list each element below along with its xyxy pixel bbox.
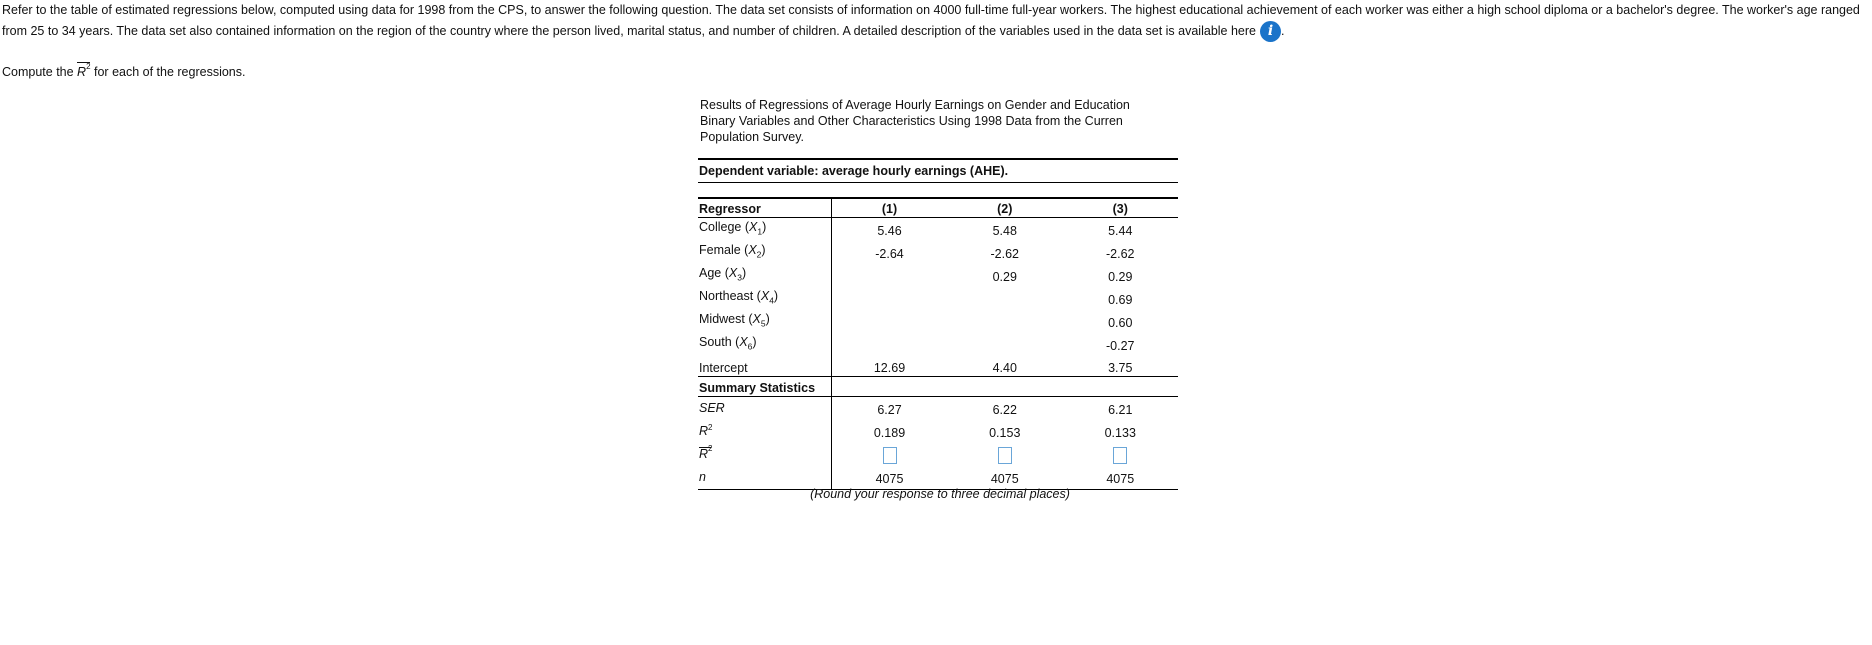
- regressor-female: Female $(X_2)$: [698, 241, 832, 264]
- question-intro: [2, 0, 1868, 42]
- cell-value: 0.189: [873, 426, 906, 440]
- regressor-age: Age $(X_3)$: [698, 264, 832, 287]
- cell-value: 6.27: [877, 403, 902, 417]
- cell-value: -2.62: [1106, 247, 1135, 261]
- col-header-1: (1): [832, 198, 948, 218]
- regression-table: [698, 197, 1178, 490]
- cell-value: 0.29: [992, 270, 1017, 284]
- table-row: [698, 333, 1178, 356]
- cell-value: 6.21: [1108, 403, 1133, 417]
- r-squared-row: [698, 420, 1178, 443]
- table-row: [698, 218, 1178, 242]
- cell-value: 5.44: [1108, 224, 1133, 238]
- adjusted-r-squared-label: $R^2$: [698, 443, 832, 466]
- cell-value: [832, 287, 948, 310]
- intro-text: Refer to the table of estimated regressions below, computed using data for 1998 from the CPS, to answer the following question. The data set consists of information on 4000 full-time full-year workers. The highest educational achievement of each worker was either a high school diploma or a bachelor's degree. The worker's age ranged from 25 to 34 years. The data set also contained information on the region of the country where the person lived, marital status, and number of children. A detailed description of the variables used in the data set is available here: [2, 3, 1860, 38]
- ser-label: SER: [698, 397, 832, 421]
- cell-value: 0.133: [1104, 426, 1136, 440]
- rounding-note: (Round your response to three decimal places): [810, 487, 1070, 501]
- cell-value: 3.75: [1063, 356, 1179, 377]
- cell-value: 5.46: [877, 224, 902, 238]
- table-header-row: [698, 198, 1178, 218]
- table-row: [698, 264, 1178, 287]
- cell-value: 0.29: [1108, 270, 1133, 284]
- regression-table-container: [698, 158, 1178, 490]
- n-row: [698, 466, 1178, 490]
- cell-value: 5.48: [992, 224, 1017, 238]
- regressor-northeast: Northeast $(X_4)$: [698, 287, 832, 310]
- cell-value: -0.27: [1106, 339, 1135, 353]
- cell-value: -2.64: [875, 247, 904, 261]
- cell-value: 0.153: [989, 426, 1021, 440]
- table-row: [698, 287, 1178, 310]
- n-label: n: [698, 466, 832, 490]
- cell-value: -2.62: [990, 247, 1019, 261]
- table-row: [698, 310, 1178, 333]
- adjusted-r2-answer-3[interactable]: [1113, 447, 1127, 464]
- cell-value: 6.22: [992, 403, 1017, 417]
- intercept-label: Intercept: [698, 356, 832, 377]
- ser-row: [698, 397, 1178, 421]
- regressor-south: South $(X_6)$: [698, 333, 832, 356]
- compute-prefix: Compute the: [2, 65, 78, 80]
- cell-value: 12.69: [832, 356, 948, 377]
- regressor-midwest: Midwest $(X_5)$: [698, 310, 832, 333]
- col-header-3: (3): [1063, 198, 1179, 218]
- cell-value: 4075: [1063, 466, 1179, 490]
- regressor-header: Regressor: [698, 198, 832, 218]
- r-bar-squared-symbol: $R^2$: [77, 62, 91, 80]
- intercept-row: [698, 356, 1178, 377]
- adjusted-r-squared-row: [698, 443, 1178, 466]
- adjusted-r2-answer-2[interactable]: [998, 447, 1012, 464]
- col-header-2: (2): [947, 198, 1063, 218]
- regressor-college: College $(X_1)$: [698, 218, 832, 242]
- compute-instruction: [2, 61, 245, 80]
- cell-value: [947, 287, 1063, 310]
- cell-value: 4.40: [947, 356, 1063, 377]
- cell-value: 0.69: [1108, 293, 1133, 307]
- cell-value: 0.60: [1108, 316, 1133, 330]
- compute-suffix: for each of the regressions.: [90, 65, 246, 80]
- cell-value: [947, 310, 1063, 333]
- cell-value: 4075: [832, 466, 948, 490]
- r-squared-label: $R^2$: [698, 420, 832, 443]
- intro-trail: .: [1281, 24, 1285, 38]
- cell-value: [947, 333, 1063, 356]
- cell-value: [832, 310, 948, 333]
- dependent-variable-header: Dependent variable: average hourly earnings (AHE).: [698, 158, 1178, 183]
- cell-value: 4075: [947, 466, 1063, 490]
- table-caption: Results of Regressions of Average Hourly Earnings on Gender and Education Binary Variables and Other Characteristics Using 1998 Data from the Curren Population Survey.: [700, 98, 1130, 144]
- adjusted-r2-answer-1[interactable]: [883, 447, 897, 464]
- info-icon[interactable]: i: [1260, 21, 1281, 42]
- table-row: [698, 241, 1178, 264]
- summary-statistics-row: [698, 377, 1178, 397]
- cell-value: [832, 333, 948, 356]
- cell-value: [832, 264, 948, 287]
- summary-statistics-label: Summary Statistics: [698, 377, 832, 397]
